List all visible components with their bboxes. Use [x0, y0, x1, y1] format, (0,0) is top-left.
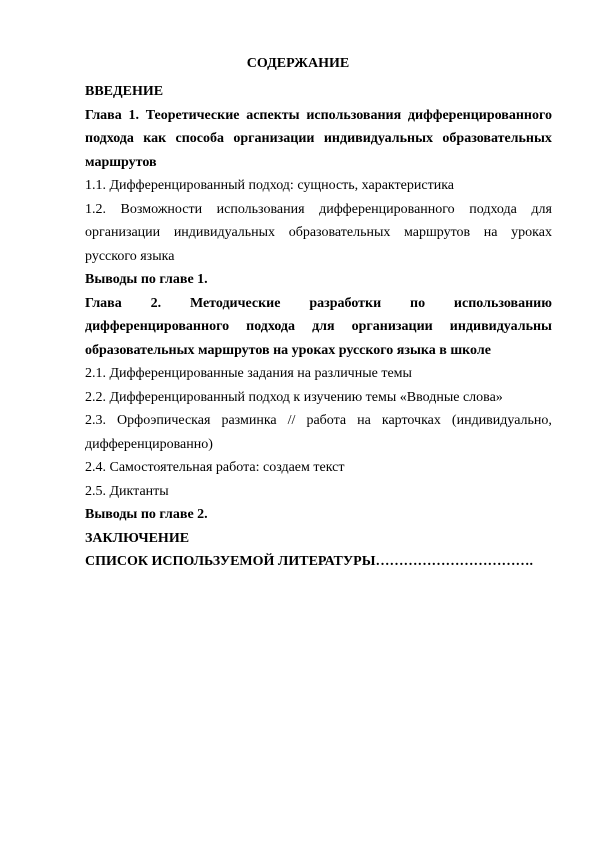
toc-entry-references: СПИСОК ИСПОЛЬЗУЕМОЙ ЛИТЕРАТУРЫ…………………………….: [85, 554, 533, 569]
toc-entry-chapter1-line1: Глава 1. Теоретические аспекты использования дифференцированного: [85, 107, 552, 123]
toc-entry-conclusions-chapter1: Выводы по главе 1.: [85, 272, 208, 287]
toc-entry-2-4: 2.4. Самостоятельная работа: создаем текст: [85, 460, 345, 475]
toc-entry-conclusions-chapter2: Выводы по главе 2.: [85, 507, 208, 522]
toc-entry-2-5: 2.5. Диктанты: [85, 483, 169, 499]
toc-entry-conclusion: ЗАКЛЮЧЕНИЕ: [85, 530, 190, 546]
toc-entry-1-2-line1: 1.2. Возможности использования дифференцированного подхода для: [85, 201, 552, 217]
toc-entry-chapter2-line2: дифференцированного подхода для организации индивидуальны: [85, 319, 552, 334]
toc-entry-chapter1-line3: маршрутов: [85, 154, 157, 170]
toc-entry-2-3-line2: дифференцированно): [85, 436, 213, 452]
toc-entry-chapter2-line3: образовательных маршрутов на уроках русского языка в школе: [85, 342, 491, 358]
toc-entry-intro: ВВЕДЕНИЕ: [85, 84, 164, 99]
toc-entry-2-1: 2.1. Дифференцированные задания на различные темы: [85, 366, 412, 381]
table-of-contents: [85, 80, 552, 574]
page-title: СОДЕРЖАНИЕ: [246, 56, 350, 71]
toc-entry-chapter1-line2: подхода как способа организации индивидуальных образовательных: [85, 131, 552, 146]
toc-entry-1-1: 1.1. Дифференцированный подход: сущность, характеристика: [85, 178, 454, 193]
toc-entry-2-2: 2.2. Дифференцированный подход к изучению темы «Вводные слова»: [85, 389, 503, 405]
toc-entry-chapter2-line1: Глава 2. Методические разработки по использованию: [85, 295, 552, 311]
toc-entry-1-2-line3: русского языка: [85, 248, 175, 264]
toc-entry-1-2-line2: организации индивидуальных образовательных маршрутов на уроках: [85, 225, 552, 240]
toc-entry-2-3-line1: 2.3. Орфоэпическая разминка // работа на карточках (индивидуально,: [85, 413, 552, 428]
